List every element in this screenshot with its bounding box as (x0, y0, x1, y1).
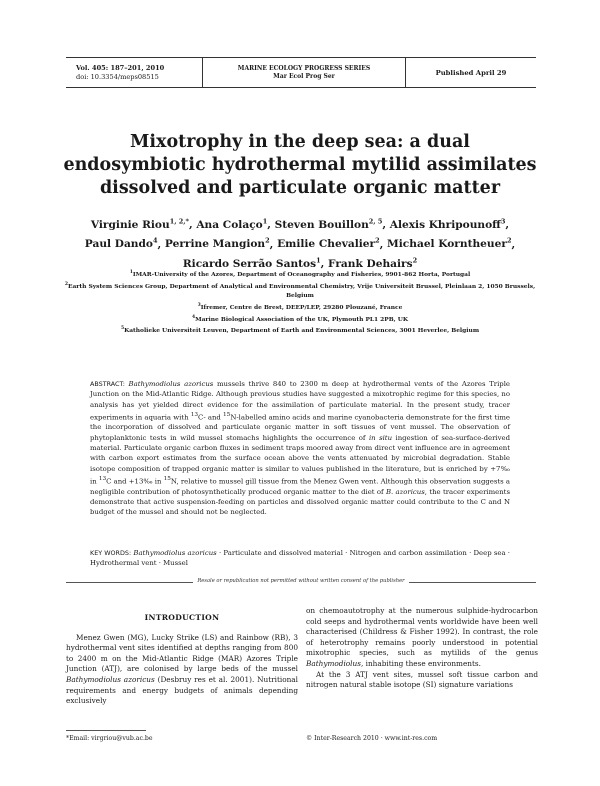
article-title: Mixotrophy in the deep sea: a dual endosymbiotic hydrothermal mytilid assimilates dissolved and particulate organic matter (63, 132, 537, 198)
publication-date: Published April 29 (435, 68, 507, 77)
keywords: KEY WORDS: Bathymodiolus azoricus · Particulate and dissolved material · Nitrogen and carbon assimilation · Deep sea · Hydrothermal vent · Mussel (90, 549, 510, 568)
affiliation: $^5$Katholieke Universiteit Leuven, Department of Earth and Environmental Sciences, 3001 Heverlee, Belgium (120, 326, 480, 335)
journal-name (202, 58, 406, 87)
paragraph: on chemoautotrophy at the numerous sulphide-hydrocarbon cold seeps and hydrothermal vents worldwide have been well characterised (Childress & Fisher 1992). In contrast, the role of heterotrophy remains poorly understood in potential mixotrophic species, such as mytilids of the genus Bathymodiolus, inhabiting these environments. (306, 606, 538, 668)
abstract-label: ABSTRACT: (90, 380, 125, 388)
copyright: © Inter-Research 2010 · www.int-res.com (306, 735, 438, 742)
paragraph: At the 3 ATJ vent sites, mussel soft tissue carbon and nitrogen natural stable isotope (SI) signature variations (306, 669, 538, 690)
paragraph: Menez Gwen (MG), Lucky Strike (LS) and Rainbow (RB), 3 hydrothermal vent sites identified at depths ranging from 800 to 2400 m on the Mid-Atlantic Ridge (MAR) Azores Triple Junction (ATJ), are colonised by large beds of the mussel Bathymodiolus azoricus (Desbruy res et al. 2001). Nutritional requirements and energy budgets of animals depending exclusively (66, 632, 298, 706)
journal-abbrev: Mar Ecol Prog Ser (273, 72, 335, 80)
author: Paul Dando$^4$ (84, 236, 158, 251)
volume-info (66, 58, 202, 87)
affiliation: $^3$Ifremer, Centre de Brest, DEEP/LEP, 29280 Plouzané, France (197, 303, 403, 312)
resale-notice: Resale or republication not permitted without written consent of the publisher (66, 578, 536, 584)
abstract: ABSTRACT: Bathymodiolus azoricus mussels thrive 840 to 2300 m deep at hydrothermal vents of the Azores Triple Junction on the Mid-Atlantic Ridge. Although previous studies have suggested a mixotrophic regime for this species, no analysis has yet yielded direct evidence for the assimilation of particulate material. In the present study, tracer experiments in aquaria with $^{13}$C- and $^{15}$N-labelled amino acids and marine cyanobacteria demonstrate for the first time the incorporation of dissolved and particulate organic matter in soft tissues of vent mussel. The observation of phytoplanktonic tests in wild mussel stomachs highlights the occurrence of in situ ingestion of sea-surface-derived material. Particulate organic carbon fluxes in sediment traps moored away from direct vent influence are in agreement with carbon export estimates from the surface ocean above the vents attenuated by microbial degradation. Stable isotope composition of trapped organic matter is similar to values published in the literature, but is enriched by +7‰ in $^{13}$C and +13‰ in $^{15}$N, relative to mussel gill tissue from the Menez Gwen vent. Although this observation suggests a negligible contribution of photosynthetically produced organic matter to the diet of B. azoricus, the tracer experiments demonstrate that active suspension-feeding on particles and dissolved organic matter could contribute to the C and N budget of the mussel and should not be neglected. (90, 380, 511, 517)
affiliation: $^4$Marine Biological Association of the UK, Plymouth PL1 2PB, UK (191, 314, 409, 323)
affiliation: $^2$Earth System Sciences Group, Department of Analytical and Environmental Chemistry, Vrije Universiteit Brussel, Pleinlaan 2, 1050 Brussels, Belgium (64, 281, 536, 300)
author: Perrine Mangion$^2$ (164, 236, 270, 251)
journal-header (66, 57, 536, 88)
author: Michael Korntheuer$^2$ (387, 236, 512, 251)
author: Ricardo Serrão Santos$^1$ (182, 256, 321, 270)
doi: doi: 10.3354/meps08515 (76, 72, 159, 81)
author-list: Virginie Riou$^{1, 2,*}$, Ana Colaço$^1$, Steven Bouillon$^{2, 5}$, Alexis Khripounoff$^3$, Paul Dando$^4$, Perrine Mangion$^2$, Emilie Chevalier$^2$, Michael Korntheuer$^2$, Ricardo Serrão Santos$^1$, Frank Dehairs$^2$ (84, 217, 516, 270)
keywords-label: KEY WORDS: (90, 549, 132, 557)
affiliations (60, 268, 540, 336)
volume: Vol. 405: 187–201, 2010 (76, 63, 165, 72)
email-footnote: *Email: virgriou@vub.ac.be (66, 735, 153, 742)
author: Alexis Khripounoff$^3$ (389, 217, 506, 231)
footnote-rule (66, 730, 146, 731)
intro-right-column (306, 606, 538, 691)
intro-left-column (66, 613, 298, 707)
author: Frank Dehairs$^2$ (328, 256, 418, 270)
affiliation: $^1$IMAR-University of the Azores, Department of Oceanography and Fisheries, 9901-862 Horta, Portugal (129, 270, 471, 278)
author: Virginie Riou$^{1, 2,*}$ (90, 217, 189, 231)
journal-title: MARINE ECOLOGY PROGRESS SERIES (237, 64, 371, 72)
author: Ana Colaço$^1$ (196, 217, 268, 231)
section-heading: INTRODUCTION (144, 613, 220, 622)
author: Emilie Chevalier$^2$ (277, 236, 380, 251)
author: Steven Bouillon$^{2, 5}$ (274, 217, 383, 231)
